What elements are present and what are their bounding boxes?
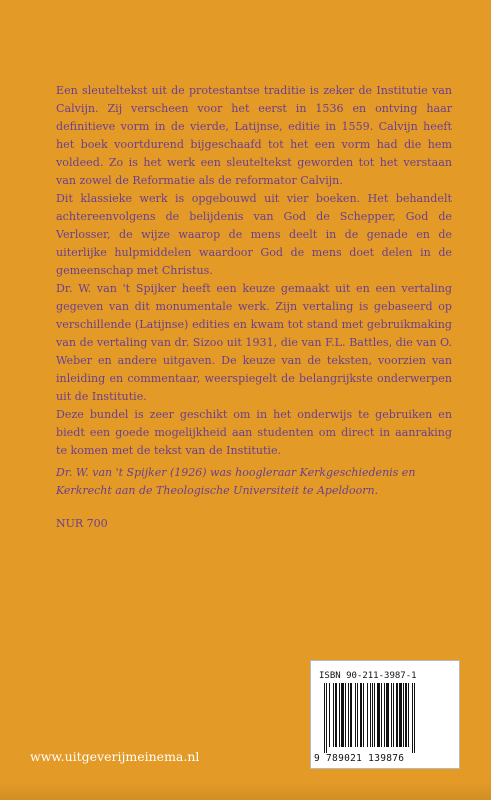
blurb-paragraph-3: Dr. W. van 't Spijker heeft een keuze gemaakt uit en een vertaling gegeven van dit monumentale werk. Zijn vertaling is gebaseerd op verschillende (Latijnse) edities en kwam tot stand met gebruikmaking van de vertaling van dr. Sizoo uit 1931, die van F.L. Battles, die van O. Weber en andere uitgaven. De keuze van de teksten, voorzien van inleiding en commentaar, weerspiegelt de belangrijkste onderwerpen uit de Institutie. — [56, 282, 452, 403]
barcode-box — [310, 660, 460, 769]
ean-number: 9 789021 139876 — [314, 753, 405, 764]
blurb-paragraph-1: Een sleuteltekst uit de protestantse traditie is zeker de Institutie van Calvijn. Zij verscheen voor het eerst in 1536 en ontving haar definitieve vorm in de vierde, Latijnse, editie in 1559. Calvijn heeft het boek voortdurend bijgeschaafd tot het een vorm had die hem voldeed. Zo is het werk een sleuteltekst geworden tot het verstaan van zowel de Reformatie als de reformator Calvijn. — [56, 84, 452, 187]
blurb-paragraph-4: Deze bundel is zeer geschikt om in het onderwijs te gebruiken en biedt een goede mogelijkheid aan studenten om direct in aanraking te komen met de tekst van de Institutie. — [56, 408, 452, 457]
isbn-number: ISBN 90-211-3987-1 — [319, 671, 417, 681]
nur-code: NUR 700 — [56, 517, 108, 530]
author-note: Dr. W. van 't Spijker (1926) was hoogleraar Kerkgeschiedenis en Kerkrecht aan de Theologische Universiteit te Apeldoorn. — [56, 466, 416, 497]
blurb-text — [56, 82, 452, 460]
publisher-website: www.uitgeverijmeinema.nl — [30, 749, 200, 764]
barcode-bars — [322, 683, 450, 753]
blurb-paragraph-2: Dit klassieke werk is opgebouwd uit vier boeken. Het behandelt achtereenvolgens de belijdenis van God de Schepper, God de Verlosser, de wijze waarop de mens deelt in de genade en de uiterlijke hulpmiddelen waardoor God de mens doet delen in de gemeenschap met Christus. — [56, 192, 452, 277]
